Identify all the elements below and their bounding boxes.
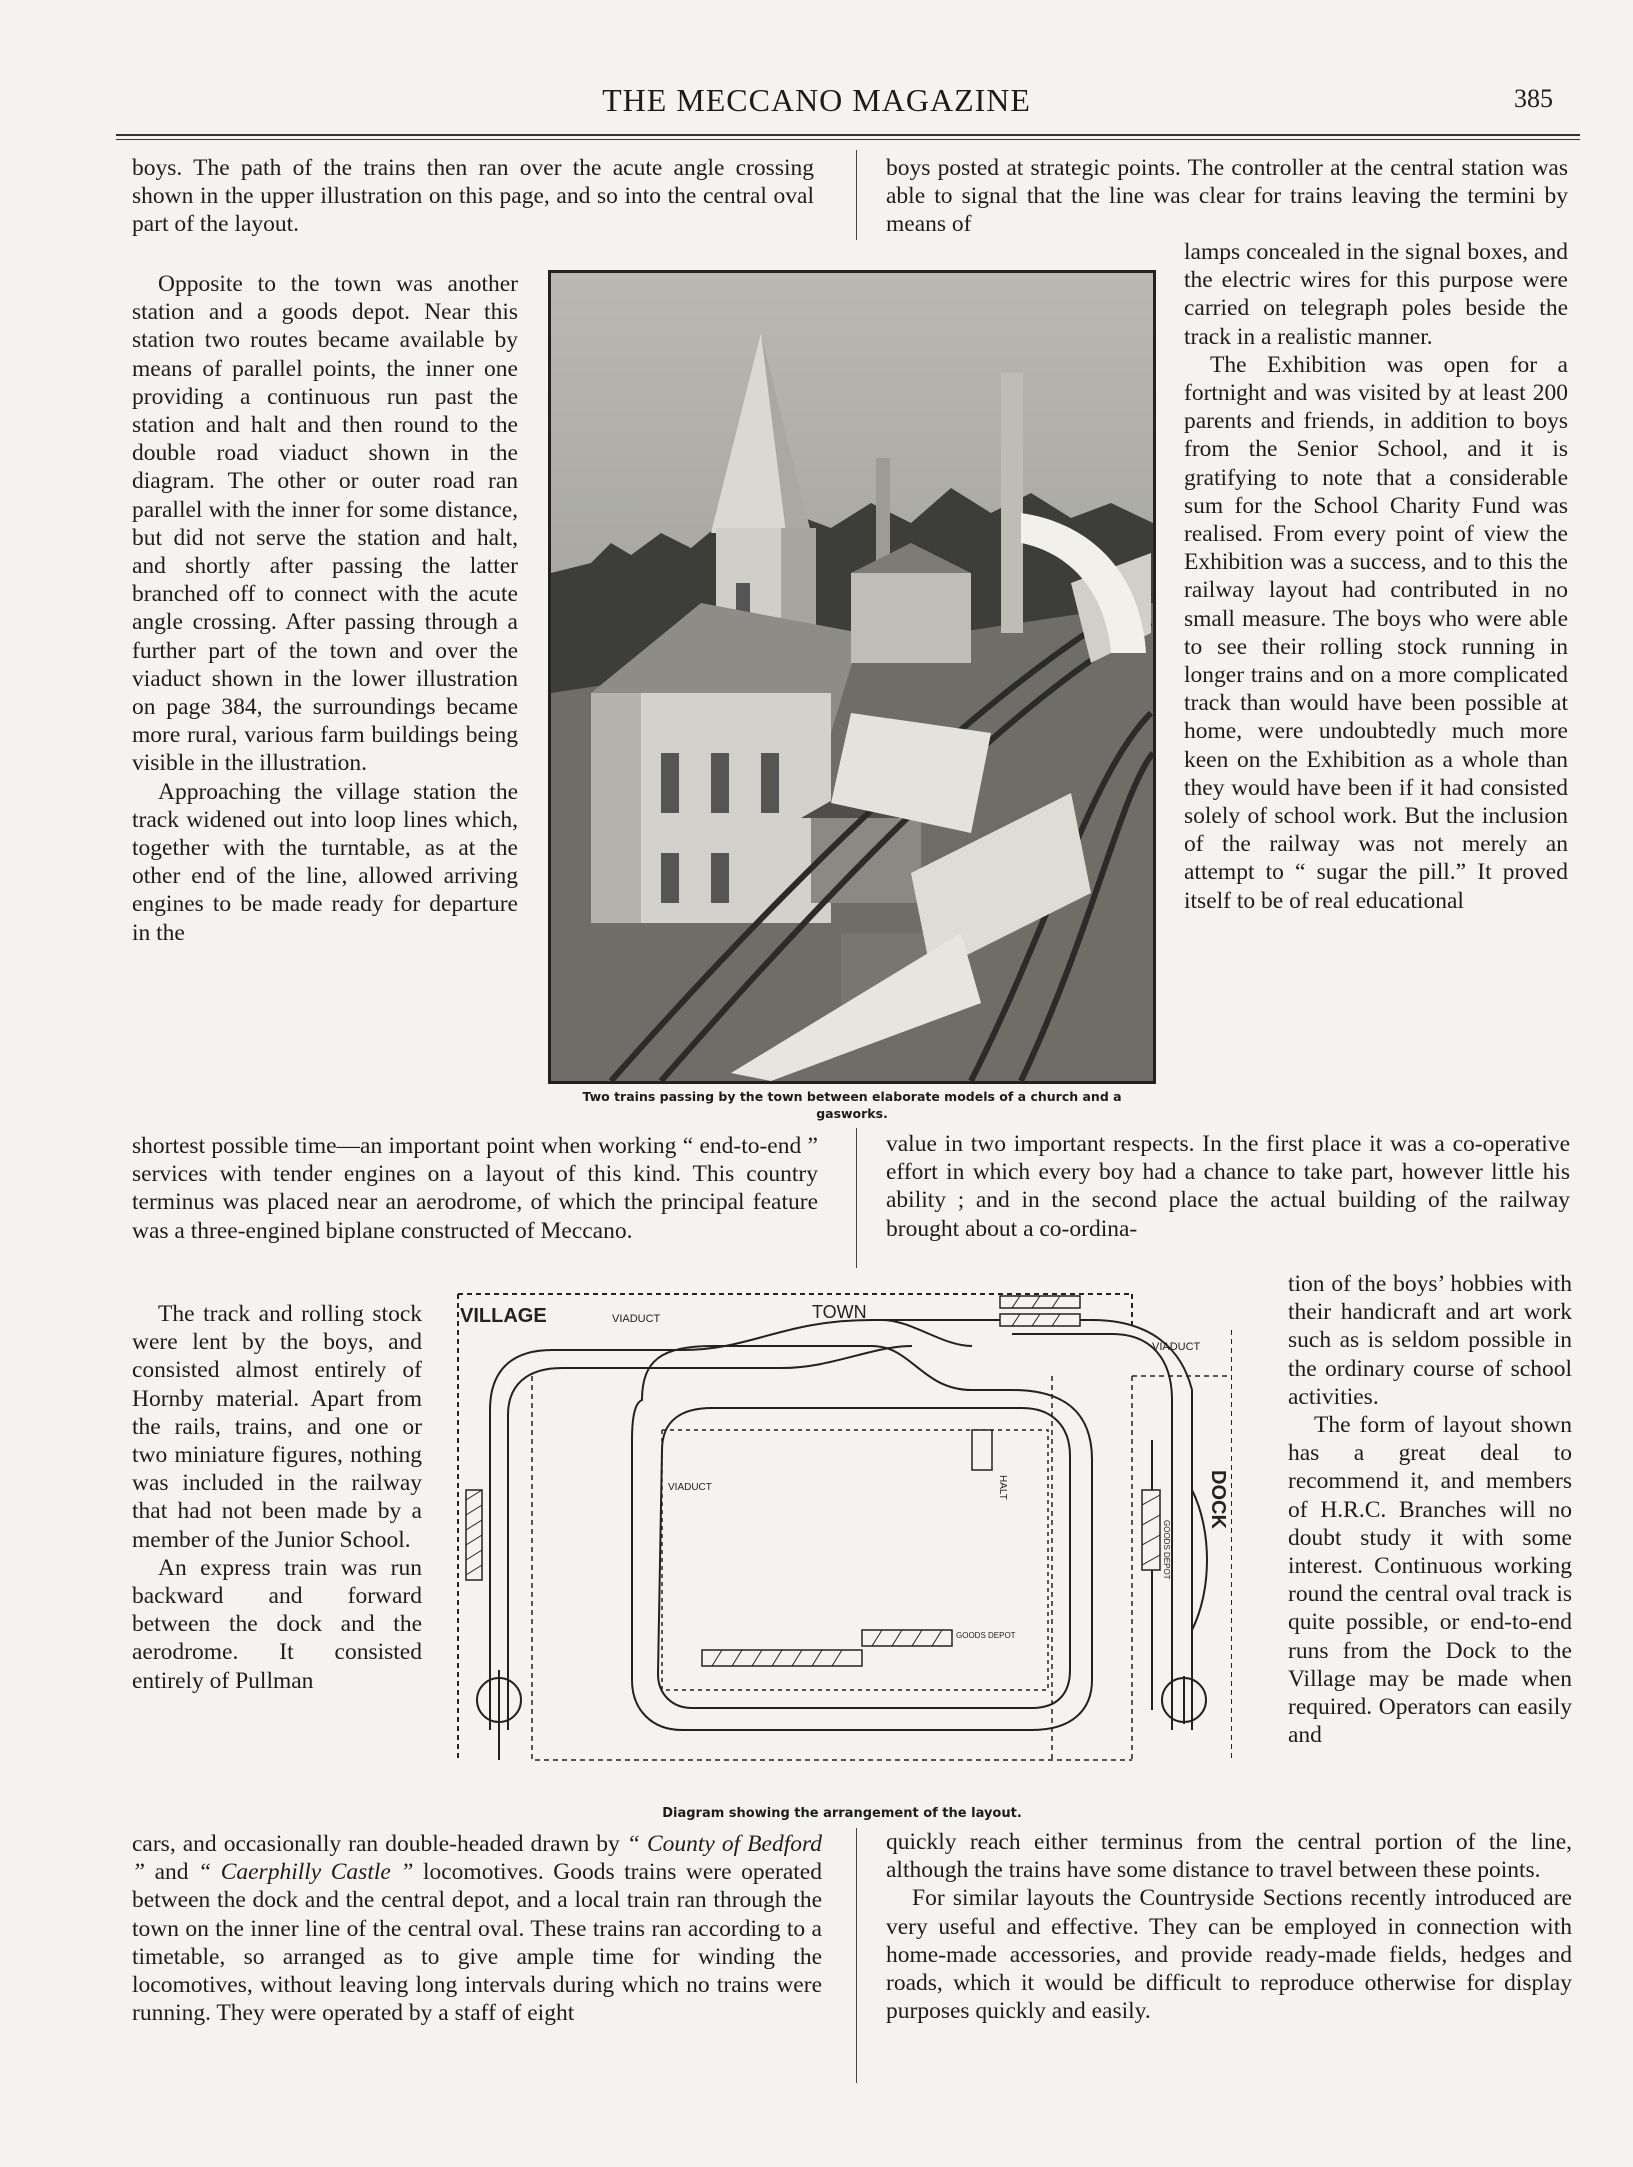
viaduct-inner-label: VIADUCT xyxy=(668,1482,712,1493)
dock-label: DOCK xyxy=(1207,1470,1229,1529)
paragraph: shortest possible time—an important point when working “ end-to-end ” services with tender engines on a layout of this kind. This country terminus was placed near an aerodrome, of which the principal feature was a three-engined biplane constructed of Meccano. xyxy=(132,1133,818,1244)
text-run: locomotives. Goods trains were operated between the dock and the central depot, and a local train ran through the town on the inner line of the central oval. These trains ran according to a timetable, so arranged as to give ample time for winding the locomotives, without leaving long intervals during which no trains were running. They were operated by a staff of eight xyxy=(132,1859,822,2027)
paragraph: value in two important respects. In the first place it was a co-operative effort in which every boy had a chance to take part, however little his ability ; and in the second place the actual building of the railway brought about a co-ordina- xyxy=(886,1131,1570,1242)
left-middle-text xyxy=(132,1132,818,1245)
diagram-caption: Diagram showing the arrangement of the layout. xyxy=(662,1806,1022,1821)
right-middle-text xyxy=(886,1130,1570,1243)
goods-depot-bottom-label: GOODS DEPOT xyxy=(956,1631,1016,1640)
column-divider-bottom xyxy=(856,1828,857,2083)
header-rule xyxy=(116,134,1580,140)
paragraph: Approaching the village station the track widened out into loop lines which, together with the turntable, as at the other end of the line, allowed arriving engines to be made ready for departure in the xyxy=(132,778,518,946)
layout-diagram xyxy=(452,1290,1232,1795)
paragraph: boys. The path of the trains then ran over the acute angle crossing shown in the upper illustration on this page, and so into the central oval part of the layout. xyxy=(132,155,814,238)
text-run: cars, and occasionally ran double-headed drawn by xyxy=(132,1831,627,1857)
paragraph: Opposite to the town was another station and a goods depot. Near this station two routes became available by means of parallel points, the inner one providing a continuous run past the station and halt and then round to the double road viaduct shown in the diagram. The other or outer road ran parallel with the inner for some distance, but did not serve the station and halt, and shortly after passing the latter branched off to connect with the acute angle crossing. After passing through a further part of the town and over the viaduct shown in the lower illustration on page 384, the surroundings became more rural, various farm buildings being visible in the illustration. xyxy=(132,271,518,777)
village-label: VILLAGE xyxy=(460,1305,547,1327)
column-divider-middle xyxy=(856,1128,857,1268)
halt-label: HALT xyxy=(997,1475,1008,1500)
left-top-text xyxy=(132,154,814,239)
railway-photograph xyxy=(548,270,1156,1084)
right-bottom-narrow-text xyxy=(1288,1270,1572,1749)
viaduct-right-label: VIADUCT xyxy=(1152,1341,1201,1353)
paragraph: The Exhibition was open for a fortnight and was visited by at least 200 parents and friends, in addition to boys from the Senior School, and it is gratifying to note that a considerable sum for the School Charity Fund was realised. From every point of view the Exhibition was a success, and to this the railway layout had contributed in no small measure. The boys who were able to see their rolling stock running in longer trains and on a more complicated track than would have been possible at home, were undoubtedly much more keen on the Exhibition as a whole than they would have been if it had consisted solely of school work. But the inclusion of the railway was not merely an attempt to “ sugar the pill.” It proved itself to be of real educational xyxy=(1184,351,1568,914)
text-run: and xyxy=(145,1859,199,1886)
left-narrow-text xyxy=(132,270,518,947)
locomotive-name: “ Caerphilly Castle ” xyxy=(198,1859,414,1886)
paragraph: The track and rolling stock were lent by the boys, and consisted almost entirely of Hornby material. Apart from the rails, trains, and one or two miniature figures, nothing was included in the railway that had not been made by a member of the Junior School. xyxy=(132,1301,422,1553)
right-narrow-text xyxy=(1184,238,1568,915)
town-label: TOWN xyxy=(812,1302,867,1322)
page-number: 385 xyxy=(1514,84,1553,113)
viaduct-top-label: VIADUCT xyxy=(612,1313,661,1325)
paragraph: The form of layout shown has a great deal to recommend it, and members of H.R.C. Branches will no doubt study it with some interest. Continuous working round the central oval track is quite possible, or end-to-end runs from the Dock to the Village may be made when required. Operators can easily and xyxy=(1288,1412,1572,1749)
locomotive-name: “ County of Bedford ” xyxy=(132,1831,822,1886)
paragraph: For similar layouts the Countryside Sections recently introduced are very useful and effective. They can be employed in connection with home-made accessories, and provide ready-made fields, hedges and roads, which it would be difficult to reproduce otherwise for display purposes quickly and easily. xyxy=(886,1885,1572,2025)
right-bottom-text xyxy=(886,1828,1572,2025)
paragraph: lamps concealed in the signal boxes, and the electric wires for this purpose were carried on telegraph poles beside the track in a realistic manner. xyxy=(1184,239,1568,350)
magazine-title: THE MECCANO MAGAZINE xyxy=(602,82,1031,118)
left-bottom-narrow-text xyxy=(132,1300,422,1695)
photo-caption: Two trains passing by the town between elaborate models of a church and a gasworks. xyxy=(582,1089,1122,1121)
paragraph: tion of the boys’ hobbies with their handicraft and art work such as is seldom possible in the ordinary course of school activities. xyxy=(1288,1271,1572,1410)
church-gasworks-photo xyxy=(551,273,1153,1081)
right-top-text xyxy=(886,154,1568,239)
left-bottom-text xyxy=(132,1830,822,2027)
paragraph: An express train was run backward and forward between the dock and the aerodrome. It consisted entirely of Pullman xyxy=(132,1554,422,1694)
paragraph xyxy=(132,1830,822,2027)
paragraph: quickly reach either terminus from the central portion of the line, although the trains have some distance to travel between these points. xyxy=(886,1829,1572,1884)
column-divider-top xyxy=(856,150,857,240)
track-plan xyxy=(452,1290,1232,1795)
paragraph: boys posted at strategic points. The controller at the central station was able to signal that the line was clear for trains leaving the termini by means of xyxy=(886,155,1568,238)
goods-depot-right-label: GOODS DEPOT xyxy=(1162,1520,1171,1580)
